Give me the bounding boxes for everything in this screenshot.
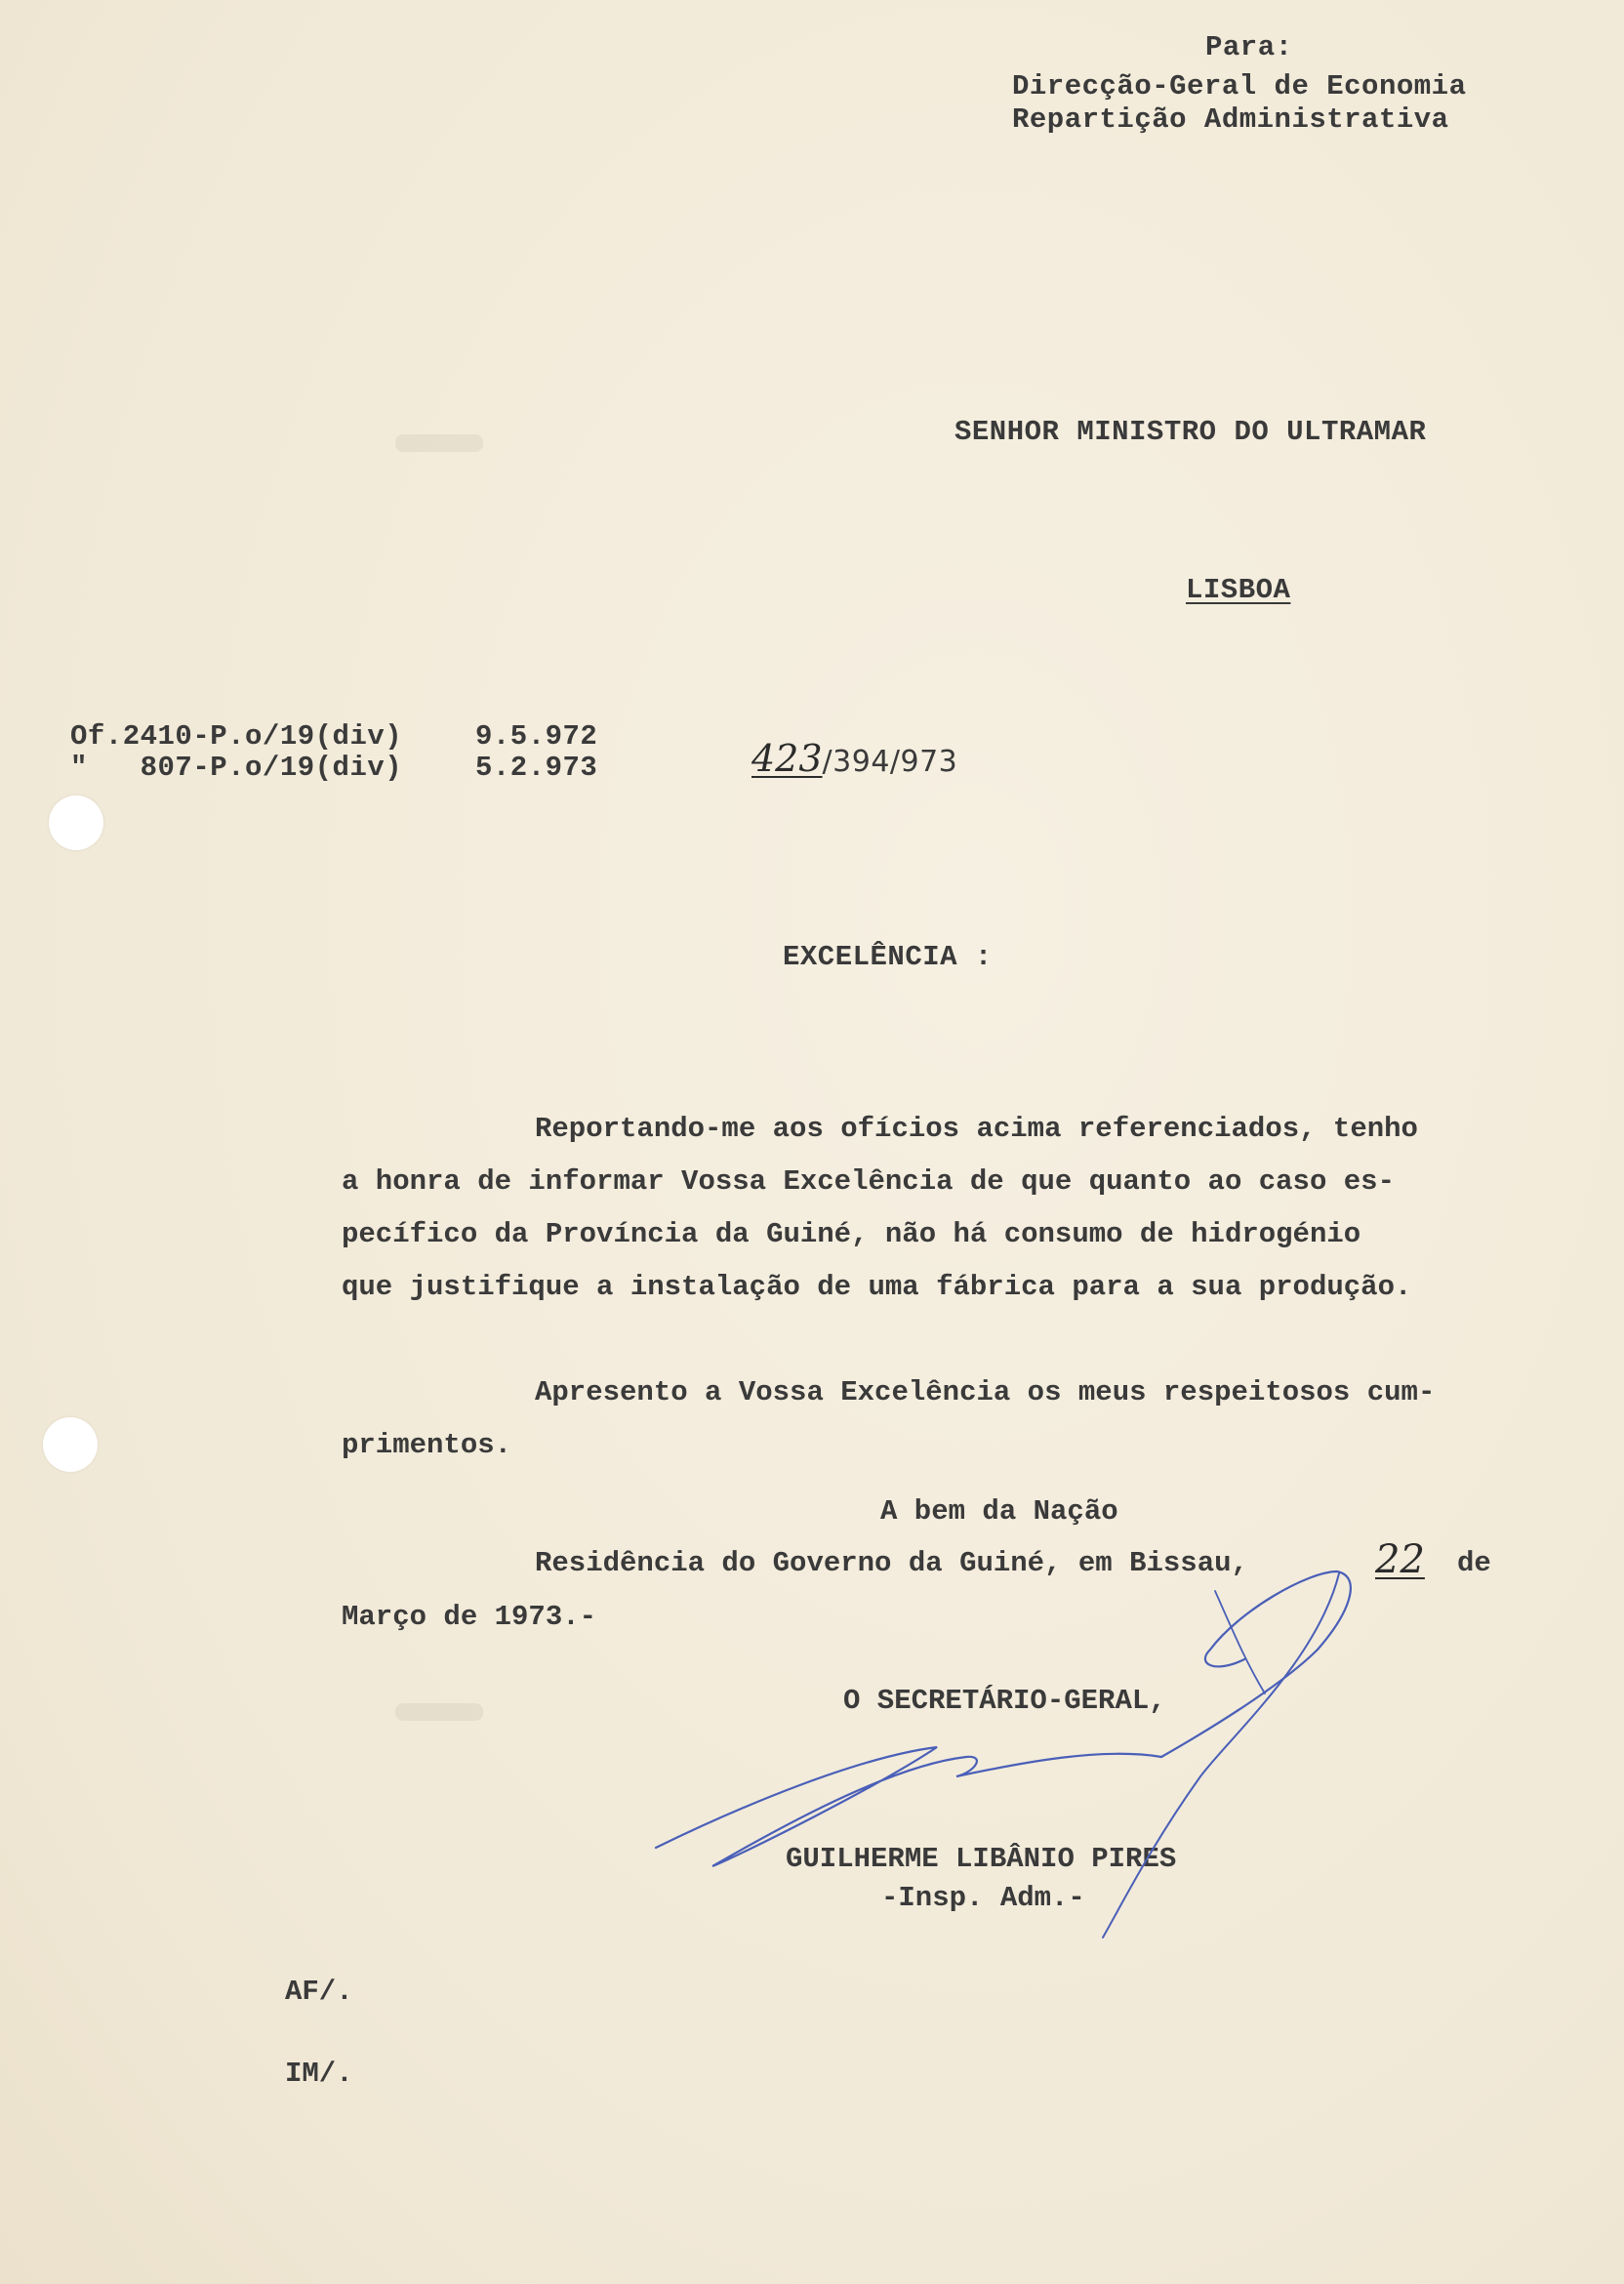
body-line: que justifique a instalação de uma fábrica para a sua produção.: [342, 1271, 1412, 1303]
document-number-handwritten: 423: [751, 737, 823, 780]
closing-de: de: [1457, 1547, 1491, 1579]
recipient-line-2: Repartição Administrativa: [1012, 103, 1449, 136]
salutation: EXCELÊNCIA :: [783, 941, 993, 973]
recipient-line-1: Direcção-Geral de Economia: [1012, 70, 1467, 102]
closing-motto: A bem da Nação: [880, 1495, 1118, 1528]
body-line: primentos.: [342, 1429, 512, 1461]
reference-date-1: 9.5.972: [475, 720, 598, 753]
signature-role: O SECRETÁRIO-GERAL,: [843, 1685, 1166, 1717]
body-line: Reportando-me aos ofícios acima referenciados, tenho: [535, 1113, 1418, 1145]
closing-day-handwritten: 22: [1375, 1537, 1425, 1582]
body-line: Apresento a Vossa Excelência os meus respeitosos cum-: [535, 1376, 1436, 1408]
closing-month-year: Março de 1973.-: [342, 1601, 597, 1633]
footer-af: AF/.: [285, 1976, 353, 2008]
signature-title: -Insp. Adm.-: [881, 1882, 1085, 1914]
para-label: Para:: [1205, 31, 1293, 63]
body-line: a honra de informar Vossa Excelência de que quanto ao caso es-: [342, 1165, 1395, 1198]
reference-1: Of.2410-P.o/19(div): [70, 720, 403, 753]
reference-date-2: 5.2.973: [475, 752, 598, 784]
footer-im: IM/.: [285, 2058, 353, 2090]
addressee-title: SENHOR MINISTRO DO ULTRAMAR: [954, 416, 1427, 448]
closing-place: Residência do Governo da Guiné, em Bissau,: [535, 1547, 1248, 1579]
signature-name: GUILHERME LIBÂNIO PIRES: [786, 1843, 1177, 1875]
reference-2: " 807-P.o/19(div): [70, 752, 403, 784]
addressee-city: LISBOA: [1186, 574, 1291, 606]
document-number-rest: /394/973: [822, 745, 958, 779]
body-line: pecífico da Província da Guiné, não há consumo de hidrogénio: [342, 1218, 1361, 1250]
